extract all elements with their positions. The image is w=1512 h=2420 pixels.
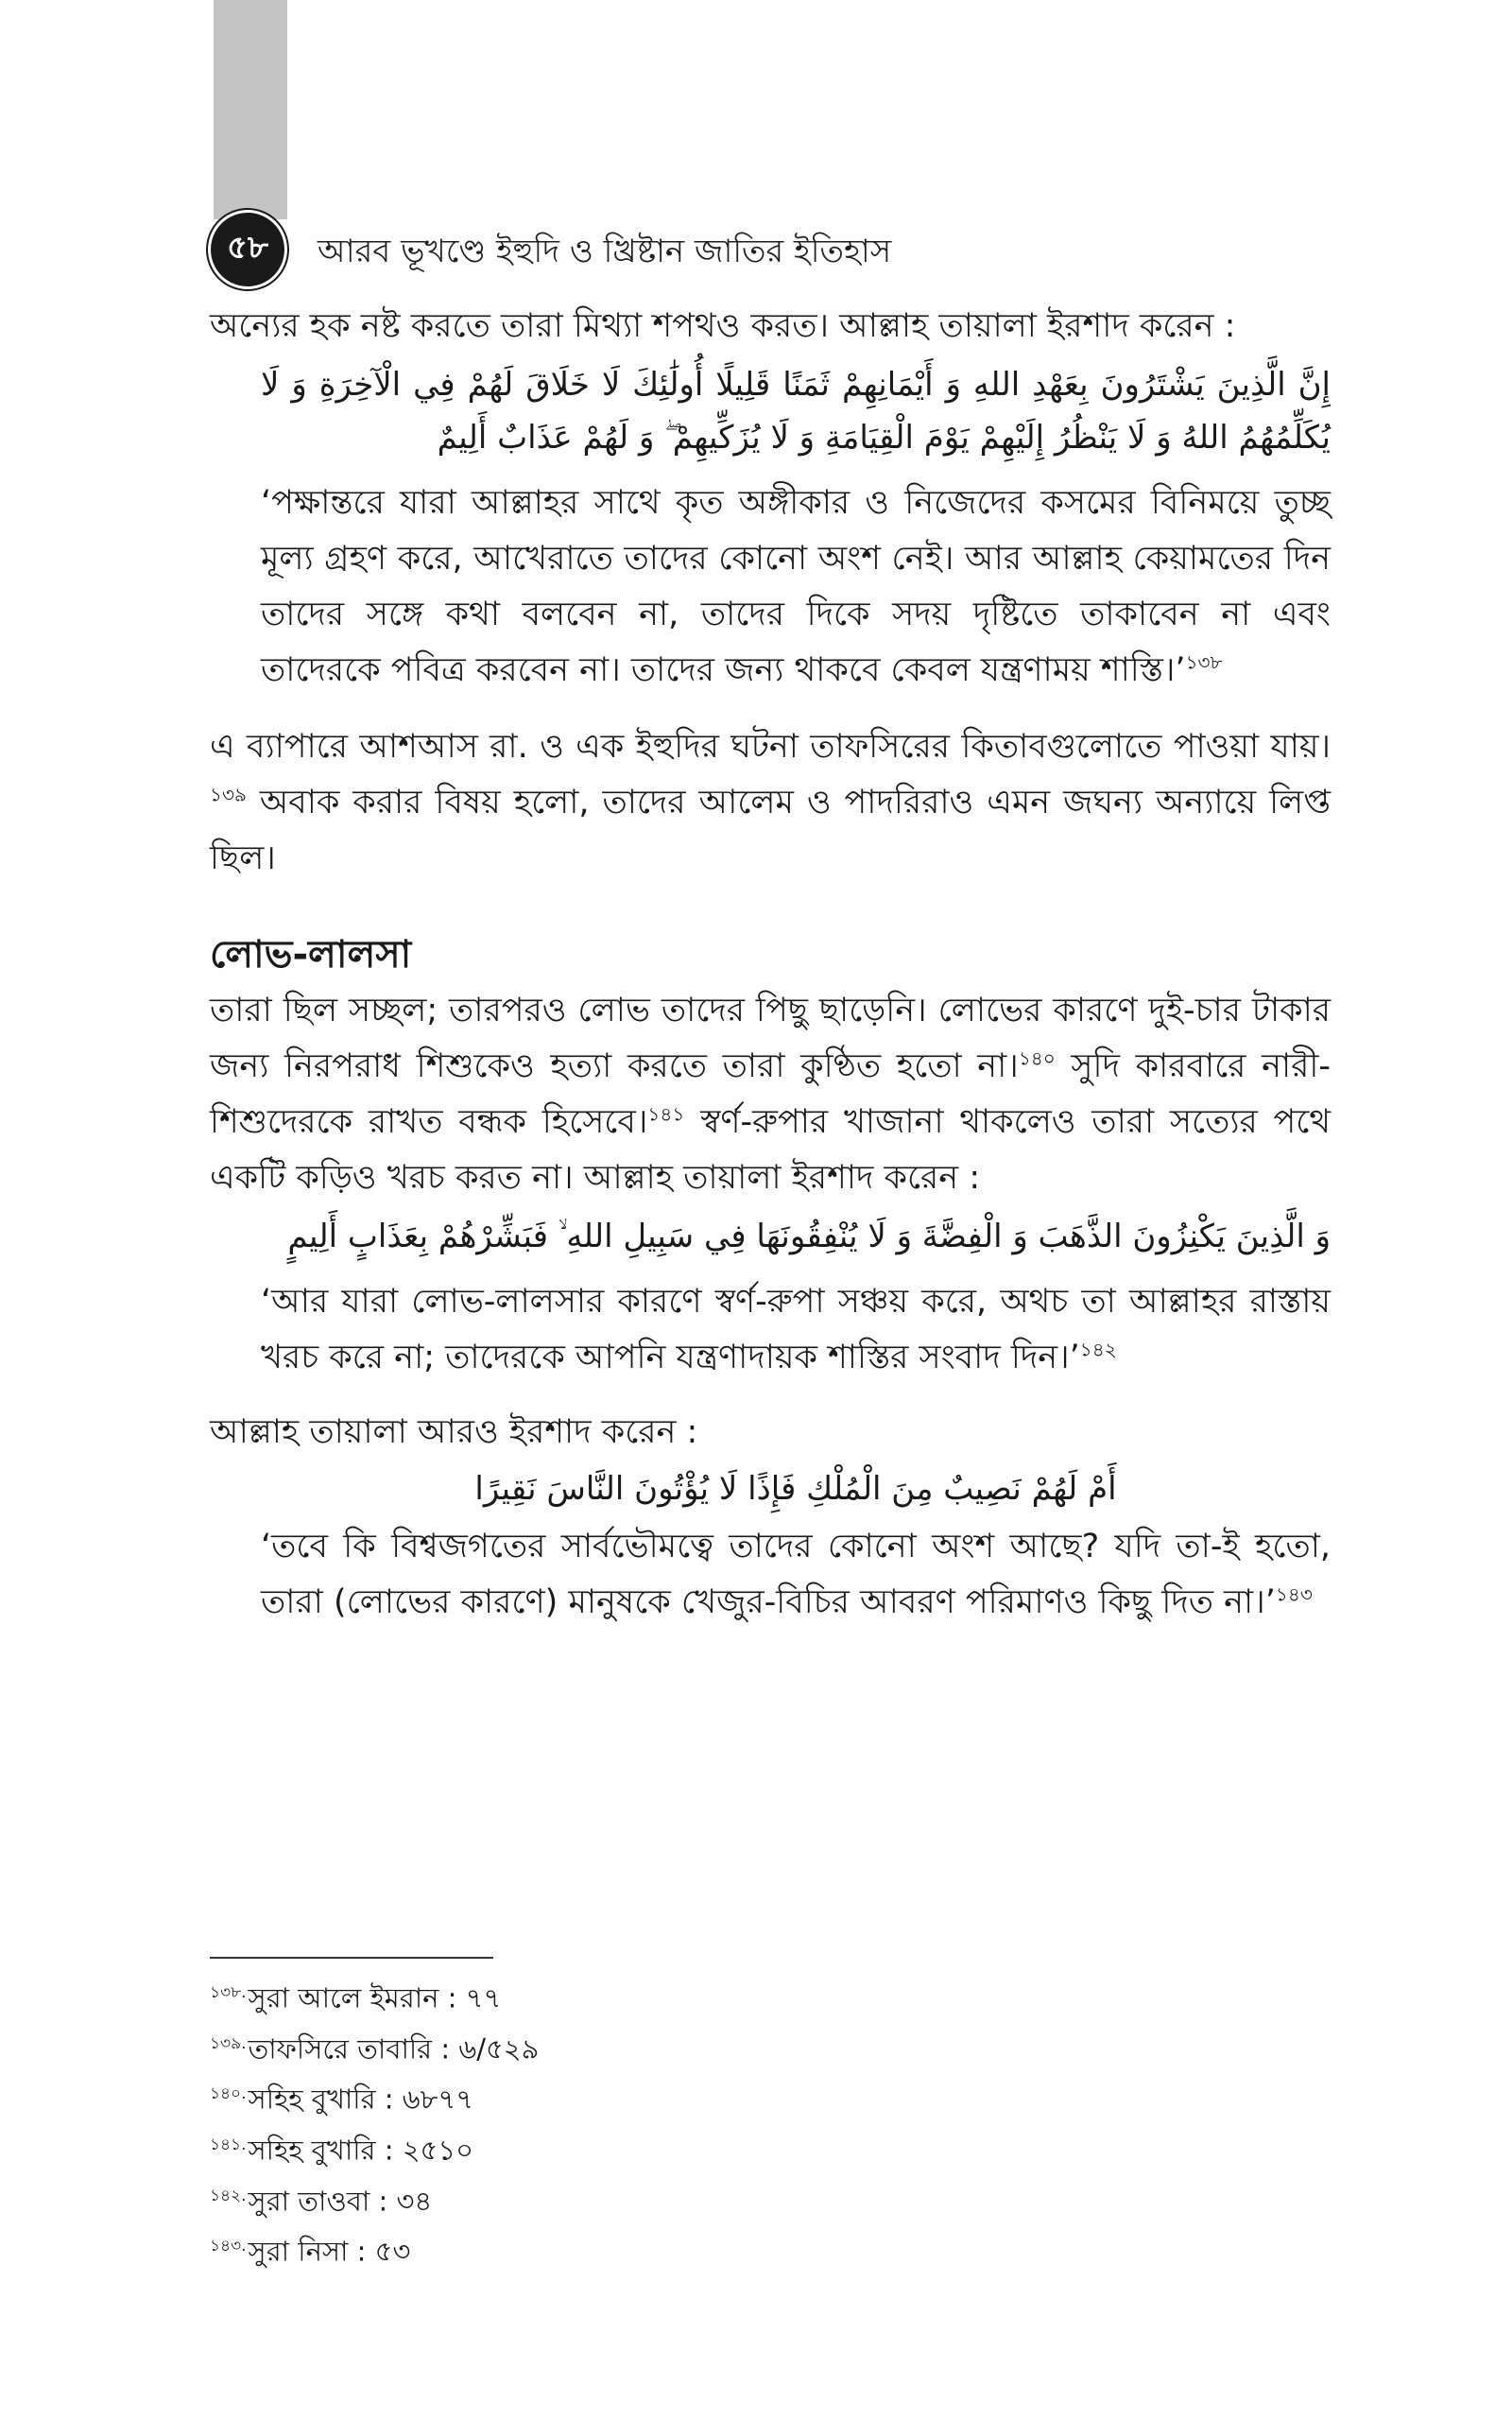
paragraph-2 xyxy=(210,719,1331,887)
footnote-text: তাফসিরে তাবারি : ৬/৫২৯ xyxy=(248,2032,540,2066)
para-3-text-b: সুদি কারবারে নারী-শিশুদেরকে রাখত বন্ধক হিসেবে। xyxy=(210,1047,1332,1141)
para-2-text-a: এ ব্যাপারে আশআস রা. ও এক ইহুদির ঘটনা তাফসিরের কিতাবগুলোতে পাওয়া যায়। xyxy=(210,728,1331,766)
quote-2-text: ‘আর যারা লোভ-লালসার কারণে স্বর্ণ-রুপা সঞ্চয় করে, অথচ তা আল্লাহর রাস্তায় খরচ করে না; তাদেরকে আপনি যন্ত্রণাদায়ক শাস্তির সংবাদ দিন।’ xyxy=(261,1283,1331,1376)
footnote-number: ১৩৯. xyxy=(210,2033,247,2053)
footnote-number: ১৪০. xyxy=(210,2084,247,2104)
translation-quote-1 xyxy=(261,475,1331,699)
footnote-item xyxy=(210,1970,539,2021)
footnote-text: সুরা আলে ইমরান : ৭৭ xyxy=(248,1981,502,2014)
paragraph-4: আল্লাহ তায়ালা আরও ইরশাদ করেন : xyxy=(210,1413,698,1451)
footnotes xyxy=(210,1970,539,2274)
footnote-item xyxy=(210,2223,539,2274)
para-2-text-b: অবাক করার বিষয় হলো, তাদের আলেম ও পাদরিরাও এমন জঘন্য অন্যায়ে লিপ্ত ছিল। xyxy=(210,784,1331,877)
footnote-number: ১৪১. xyxy=(210,2135,247,2154)
footnote-number: ১৪৩. xyxy=(210,2237,247,2256)
intro-paragraph: অন্যের হক নষ্ট করতে তারা মিথ্যা শপথও করত। আল্লাহ তায়ালা ইরশাদ করেন : xyxy=(210,307,1236,345)
page-edge-tab xyxy=(214,0,287,219)
running-title: আরব ভূখণ্ডে ইহুদি ও খ্রিষ্টান জাতির ইতিহাস xyxy=(318,233,892,270)
section-heading: লোভ-লালসা xyxy=(210,933,412,977)
footnote-ref-140: ১৪০ xyxy=(1018,1046,1056,1070)
footnote-ref-142: ১৪২ xyxy=(1079,1338,1117,1361)
footnote-item xyxy=(210,2122,539,2173)
footnote-text: সহিহ বুখারি : ২৫১০ xyxy=(248,2134,474,2167)
footnote-ref-139: ১৩৯ xyxy=(210,783,247,806)
footnote-item xyxy=(210,2071,539,2122)
translation-quote-3 xyxy=(261,1519,1331,1631)
para-3-text-c: স্বর্ণ-রুপার খাজানা থাকলেও তারা সত্যের পথে একটি কড়িও খরচ করত না। আল্লাহ তায়ালা ইরশাদ করেন : xyxy=(210,1103,1331,1197)
arabic-verse-3: أَمْ لَهُمْ نَصِيبٌ مِنَ الْمُلْكِ فَإِذًا لَا يُؤْتُونَ النَّاسَ نَقِيرًا xyxy=(474,1470,1117,1508)
footnote-divider xyxy=(210,1957,493,1959)
footnote-text: সহিহ বুখারি : ৬৮৭৭ xyxy=(248,2083,474,2116)
page-number-badge: ৫৮ xyxy=(208,210,287,289)
footnote-item xyxy=(210,2021,539,2072)
main-text xyxy=(210,299,1331,1631)
para-3-text-a: তারা ছিল সচ্ছল; তারপরও লোভ তাদের পিছু ছাড়েনি। লোভের কারণে দুই-চার টাকার জন্য নিরপরাধ শিশুকেও হত্যা করতে তারা কুণ্ঠিত হতো না। xyxy=(210,992,1331,1085)
footnote-ref-138: ১৩৮ xyxy=(1185,650,1223,674)
footnote-number: ১৪২. xyxy=(210,2186,247,2205)
footnote-item xyxy=(210,2173,539,2224)
footnote-ref-141: ১৪১ xyxy=(647,1102,685,1126)
footnote-text: সুরা তাওবা : ৩৪ xyxy=(248,2185,433,2218)
quote-3-text: ‘তবে কি বিশ্বজগতের সার্বভৌমত্বে তাদের কোনো অংশ আছে? যদি তা-ই হতো, তারা (লোভের কারণে) মানুষকে খেজুর-বিচির আবরণ পরিমাণও কিছু দিত না।’ xyxy=(261,1528,1331,1621)
translation-quote-2 xyxy=(261,1274,1331,1386)
quote-1-text: ‘পক্ষান্তরে যারা আল্লাহর সাথে কৃত অঙ্গীকার ও নিজেদের কসমের বিনিময়ে তুচ্ছ মূল্য গ্রহণ করে, আখেরাতে তাদের কোনো অংশ নেই। আর আল্লাহ কেয়ামতের দিন তাদের সঙ্গে কথা বলবেন না, তাদের দিকে সদয় দৃষ্টিতে তাকাবেন না এবং তাদেরকে পবিত্র করবেন না। তাদের জন্য থাকবে কেবল যন্ত্রণাময় শাস্তি।’ xyxy=(261,484,1331,689)
arabic-verse-2: وَ الَّذِينَ يَكْنِزُونَ الذَّهَبَ وَ الْفِضَّةَ وَ لَا يُنْفِقُونَهَا فِي سَبِيلِ اللهِ ۙ فَبَشِّرْهُمْ بِعَذَابٍ أَلِيمٍ xyxy=(287,1218,1331,1255)
footnote-number: ১৩৮. xyxy=(210,1983,247,2002)
paragraph-3 xyxy=(210,983,1331,1206)
footnote-text: সুরা নিসা : ৫৩ xyxy=(248,2235,411,2268)
footnote-ref-143: ১৪৩ xyxy=(1275,1582,1313,1606)
arabic-verse-1: إِنَّ الَّذِينَ يَشْتَرُونَ بِعَهْدِ اللهِ وَ أَيْمَانِهِمْ ثَمَنًا قَلِيلًا أُولَٰئِكَ لَا خَلَاقَ لَهُمْ فِي الْآخِرَةِ وَ لَا يُكَلِّمُهُمُ اللهُ وَ لَا يَنْظُرُ إِلَيْهِمْ يَوْمَ الْقِيَامَةِ وَ لَا يُزَكِّيهِمْ ۖ وَ لَهُمْ عَذَابٌ أَلِيمٌ xyxy=(261,366,1331,457)
